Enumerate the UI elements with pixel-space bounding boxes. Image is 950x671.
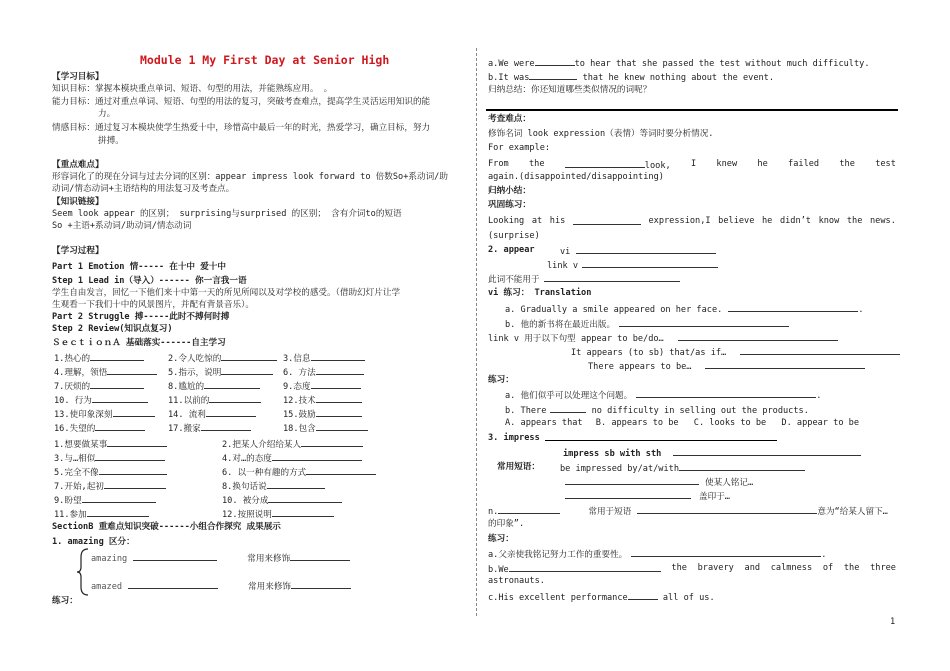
vocab-item: 7.厌烦的 (54, 380, 144, 393)
links-line-1: Seem look appear 的区别； surprising与surprised 的区别； 含有介词to的短语 (52, 209, 402, 219)
option-b[interactable]: B. appears to be (595, 418, 679, 428)
gonggu-heading: 巩固练习： (488, 200, 531, 210)
vocab-item: 13.使印象深刻 (54, 408, 155, 421)
vi-exercise-a: a. Gradually a smile appeared on her face. . (505, 305, 864, 315)
phrase-item: 9.盼望 (54, 494, 156, 507)
objectives-heading: 【学习目标】 (52, 72, 104, 82)
phrase-item: 12.按照说明 (222, 508, 334, 521)
vocab-item: 11.以前的 (168, 394, 261, 407)
noun-line-cont: 的印象”. (488, 519, 525, 529)
vocab-item: 6. 方法 (283, 366, 364, 379)
linkv-pattern-1: link v 用于以下句型 appear to be/do… (488, 332, 838, 345)
page-number: 1 (890, 617, 896, 627)
exercise-3-a: a.父亲使我铭记努力工作的重要性。 . (488, 550, 827, 560)
vocab-item: 16.失望的 (54, 422, 145, 435)
amazing-line: amazing 常用来修饰 (91, 552, 350, 565)
vocab-item: 14. 流利 (168, 408, 256, 421)
part-1: Part 1 Emotion 情----- 在十中 爱十中 (52, 262, 226, 272)
kaocha-line: 修饰名词 look expression（表情）等词时要分析情况. (488, 129, 714, 139)
appear-vi: vi (560, 245, 716, 258)
appear-note: 此词不能用于 (488, 273, 680, 286)
vocab-item: 15.鼓励 (283, 408, 362, 421)
vocab-item: 8.尴尬的 (168, 380, 260, 393)
phrase-item: 4.对…的态度 (222, 452, 362, 465)
key-heading: 【重点难点】 (52, 160, 104, 170)
key-line-2: 动词/情态动词+主语结构的用法复习及考查点。 (52, 184, 235, 194)
option-a[interactable]: A. appears that (505, 418, 583, 428)
phrase-item: 10. 被分成 (222, 494, 342, 507)
brace-icon (76, 548, 90, 596)
step-1-line-2: 生观看一下我们十中的风景图片，并配有背景音乐）。 (52, 300, 254, 310)
kaocha-heading: 考查难点： (488, 114, 531, 124)
vi-exercise-b: b. 他的新书将在最近出版。 (505, 318, 789, 331)
impress-underline (545, 440, 777, 441)
vocab-item: 17.搬家 (168, 422, 251, 435)
linkv-pattern-3: There appears to be… (588, 360, 865, 373)
step-1: Step 1 Lead in（导入）------ 你一言我一语 (52, 276, 247, 286)
phrase-item: 6. 以一种有趣的方式 (222, 466, 376, 479)
vocab-item: 10. 行为 (54, 394, 148, 407)
section-b: SectionB 重难点知识突破------小组合作探究 成果展示 (52, 522, 281, 532)
looking-sentence: Looking at his expression,I believe he didn’t know the news. (488, 216, 896, 226)
links-line-2: So +主语+系动词/助动词/情态动词 (52, 221, 192, 231)
vocab-item: 5.指示，说明 (168, 366, 273, 379)
exercise-b: b.It was that he knew nothing about the event. (488, 73, 775, 83)
amazed-line: amazed 常用来修饰 (91, 580, 351, 593)
ability-goal-cont: 力。 (98, 109, 116, 119)
knowledge-goal: 知识目标：掌握本模块重点单词、短语、句型的用法，并能熟练应用。 。 (52, 84, 333, 94)
vocab-item: 4.理解，领悟 (54, 366, 157, 379)
step-2: Step 2 Review(知识点复习) (52, 324, 173, 334)
appear-linkv: link v (547, 259, 718, 272)
phrase-item: 7.开始,起初 (54, 480, 166, 493)
phrase-item: 11.参加 (54, 508, 149, 521)
vocab-item: 9.态度 (283, 380, 361, 393)
page-title: Module 1 My First Day at Senior High (140, 53, 390, 67)
vocab-item: 18.包含 (283, 422, 368, 435)
phrase-item: 3.与…相似 (54, 452, 165, 465)
exercise-3-label: 练习： (488, 534, 514, 544)
exercise-2-options (505, 418, 859, 429)
vocab-item: 12.技术 (283, 394, 362, 407)
summary-question: 归纳总结：你还知道哪些类似情况的词呢？ (488, 85, 652, 95)
links-heading: 【知识链接】 (52, 197, 104, 207)
ability-goal: 能力目标：通过对重点单词、短语、句型的用法的复习，突破考查难点，提高学生灵活运用知识的能 (52, 97, 431, 107)
be-impressed: be impressed by/at/with (560, 462, 805, 475)
option-c[interactable]: C. looks to be (693, 418, 767, 428)
exercise-2-b: b. There no difficulty in selling out the products. (505, 406, 809, 416)
amazing-heading: 1. amazing 区分： (52, 537, 135, 547)
part-2: Part 2 Struggle 搏-----此时不搏何时搏 (52, 312, 230, 322)
noun-line: n. 常用于短语 意为“给某人留下… (488, 507, 888, 517)
key-line-1: 形容词化了的现在分词与过去分词的区别：appear impress look forward to 倍数So+系动词/助 (52, 172, 448, 182)
vocab-item: 1.热心的 (54, 352, 144, 365)
common-phrases-label: 常用短语： (497, 462, 540, 472)
process-heading: 【学习过程】 (52, 246, 104, 256)
vocab-item: 2.令人吃惊的 (168, 352, 277, 365)
impress-heading: 3. impress (488, 433, 540, 443)
example-sentence: From the look, I knew he failed the test (488, 159, 896, 171)
column-divider (476, 48, 477, 616)
vi-exercise: vi 练习： Translation (488, 288, 592, 298)
surprise-hint: (surprise) (488, 231, 540, 241)
option-d[interactable]: D. appear to be (781, 418, 860, 428)
phrase-item: 2.把某人介绍给某人 (222, 438, 363, 451)
exercise-2-a: a. 他们似乎可以处理这个问题。 . (505, 391, 822, 401)
section-a: ＳｅｃｔｉｏｎＡ 基础落实------自主学习 (52, 338, 226, 348)
exercise-3-b-cont: astronauts. (488, 576, 545, 586)
linkv-pattern-2: It appears (to sb) that/as if… (571, 346, 900, 359)
guina-heading: 归纳小结： (488, 186, 531, 196)
exercise-3-c: c.His excellent performance all of us. (488, 593, 715, 603)
phrase-item: 5.完全不像 (54, 466, 167, 479)
emotion-goal: 情感目标：通过复习本模块使学生热爱十中，珍惜高中最后一年的时光，热爱学习，确立目标，努力 (52, 123, 431, 133)
exercise-a: a.We were to hear that she passed the test without much difficulty. (488, 59, 870, 69)
shi-ren-line: 使某人铭记… (565, 476, 753, 489)
exercise-label: 练习： (52, 596, 78, 606)
exercise-2-label: 练习： (488, 375, 514, 385)
emotion-goal-cont: 拼搏。 (98, 136, 124, 146)
section-rule (486, 109, 898, 111)
example-answer-hint: again.(disappointed/disappointing) (488, 172, 664, 182)
gai-yin-line: 盖印于… (565, 490, 730, 503)
impress-sb: impress sb with sth (563, 447, 861, 460)
vocab-item: 3.信息 (283, 352, 365, 365)
exercise-3-b: b.We the bravery and calmness of the three (488, 563, 896, 575)
for-example: For example: (488, 143, 551, 153)
step-1-line-1: 学生自由发言，回忆一下他们来十中第一天的所见所闻以及对学校的感受。（借助幻灯片让学 (52, 288, 401, 298)
appear-heading: 2. appear (488, 245, 535, 255)
phrase-item: 1.想要做某事 (54, 438, 167, 451)
phrase-item: 8.换句话说 (222, 480, 325, 493)
